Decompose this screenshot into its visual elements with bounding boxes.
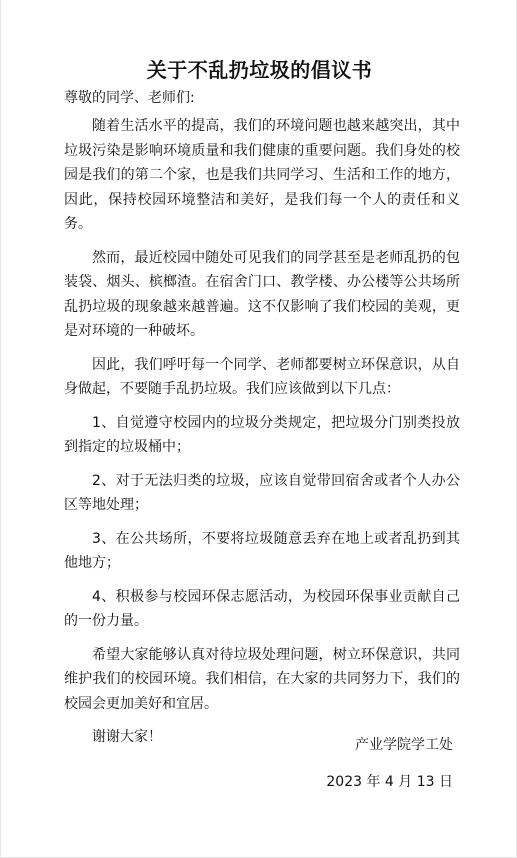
document-body bbox=[64, 114, 460, 750]
list-item-3: 3、在公共场所，不要将垃圾随意丢弃在地上或者乱扔到其他地方； bbox=[64, 530, 460, 571]
document-title: 关于不乱扔垃圾的倡议书 bbox=[146, 58, 373, 82]
paragraph-intro: 随着生活水平的提高，我们的环境问题也越来越突出，其中垃圾污染是影响环境质量和我们健康的重要问题。我们身处的校园是我们的第二个家，也是我们共同学习、生活和工作的地方，因此，保持校园环境整洁和美好，是我们每一个人的责任和义务。 bbox=[64, 118, 460, 232]
list-item-4: 4、积极参与校园环保志愿活动，为校园环保事业贡献自己的一份力量。 bbox=[64, 588, 460, 629]
list-item-2: 2、对于无法归类的垃圾，应该自觉带回宿舍或者个人办公区等地处理； bbox=[64, 472, 460, 513]
paragraph-problem: 然而，最近校园中随处可见我们的同学甚至是老师乱扔的包装袋、烟头、槟榔渣。在宿舍门口、教学楼、办公楼等公共场所乱扔垃圾的现象越来越普遍。这不仅影响了我们校园的美观，更是对环境的一种破坏。 bbox=[64, 249, 460, 339]
signature-date: 2023 年 4 月 13 日 bbox=[326, 774, 453, 790]
signature-org: 产业学院学工处 bbox=[355, 737, 453, 753]
signature-block bbox=[326, 735, 453, 809]
paragraph-closing: 希望大家能够认真对待垃圾处理问题，树立环保意识，共同维护我们的校园环境。我们相信，在大家的共同努力下，我们的校园会更加美好和宜居。 bbox=[64, 646, 460, 712]
salutation: 尊敬的同学、老师们: bbox=[64, 90, 195, 106]
paragraph-thanks: 谢谢大家！ bbox=[92, 729, 162, 745]
paragraph-appeal: 因此，我们呼吁每一个同学、老师都要树立环保意识，从自身做起，不要随手乱扔垃圾。我们应该做到以下几点： bbox=[64, 356, 460, 397]
list-item-1: 1、自觉遵守校园内的垃圾分类规定，把垃圾分门别类投放到指定的垃圾桶中； bbox=[64, 414, 460, 455]
